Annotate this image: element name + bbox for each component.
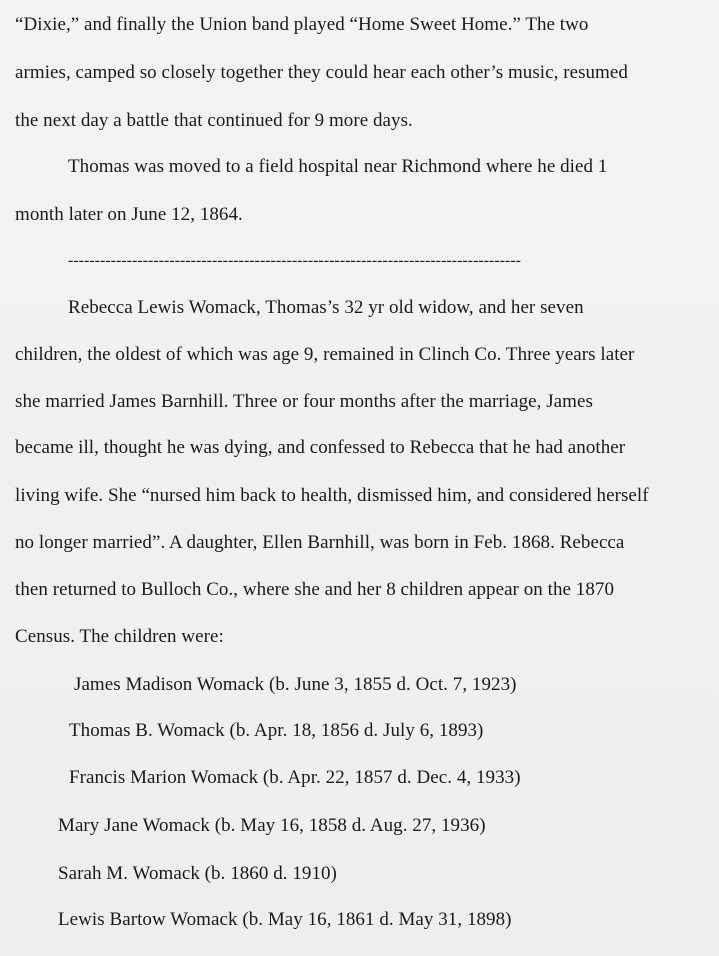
list-item: Mary Jane Womack (b. May 16, 1858 d. Aug. 27, 1936) [58, 815, 486, 836]
list-item: Francis Marion Womack (b. Apr. 22, 1857 d. Dec. 4, 1933) [69, 767, 521, 788]
text-line: children, the oldest of which was age 9, remained in Clinch Co. Three years later [15, 344, 635, 365]
list-item: James Madison Womack (b. June 3, 1855 d. Oct. 7, 1923) [74, 674, 517, 695]
text-line: Thomas was moved to a field hospital near Richmond where he died 1 [68, 156, 608, 177]
list-item: Sarah M. Womack (b. 1860 d. 1910) [58, 863, 337, 884]
list-item: Lewis Bartow Womack (b. May 16, 1861 d. May 31, 1898) [58, 909, 512, 930]
text-line: Census. The children were: [15, 626, 224, 647]
text-line: Rebecca Lewis Womack, Thomas’s 32 yr old widow, and her seven [68, 297, 584, 318]
text-line: armies, camped so closely together they could hear each other’s music, resumed [15, 62, 628, 83]
text-line: month later on June 12, 1864. [15, 204, 243, 225]
list-item: Thomas B. Womack (b. Apr. 18, 1856 d. July 6, 1893) [69, 720, 484, 741]
text-line: “Dixie,” and finally the Union band played “Home Sweet Home.” The two [15, 14, 589, 35]
text-line: then returned to Bulloch Co., where she and her 8 children appear on the 1870 [15, 579, 614, 600]
text-line: became ill, thought he was dying, and confessed to Rebecca that he had another [15, 437, 626, 458]
section-separator: ------------------------------------------------------------------------------------- [68, 252, 521, 269]
text-line: the next day a battle that continued for 9 more days. [15, 110, 413, 131]
text-line: she married James Barnhill. Three or four months after the marriage, James [15, 391, 593, 412]
text-line: living wife. She “nursed him back to health, dismissed him, and considered herself [15, 485, 649, 506]
text-line: no longer married”. A daughter, Ellen Barnhill, was born in Feb. 1868. Rebecca [15, 532, 625, 553]
